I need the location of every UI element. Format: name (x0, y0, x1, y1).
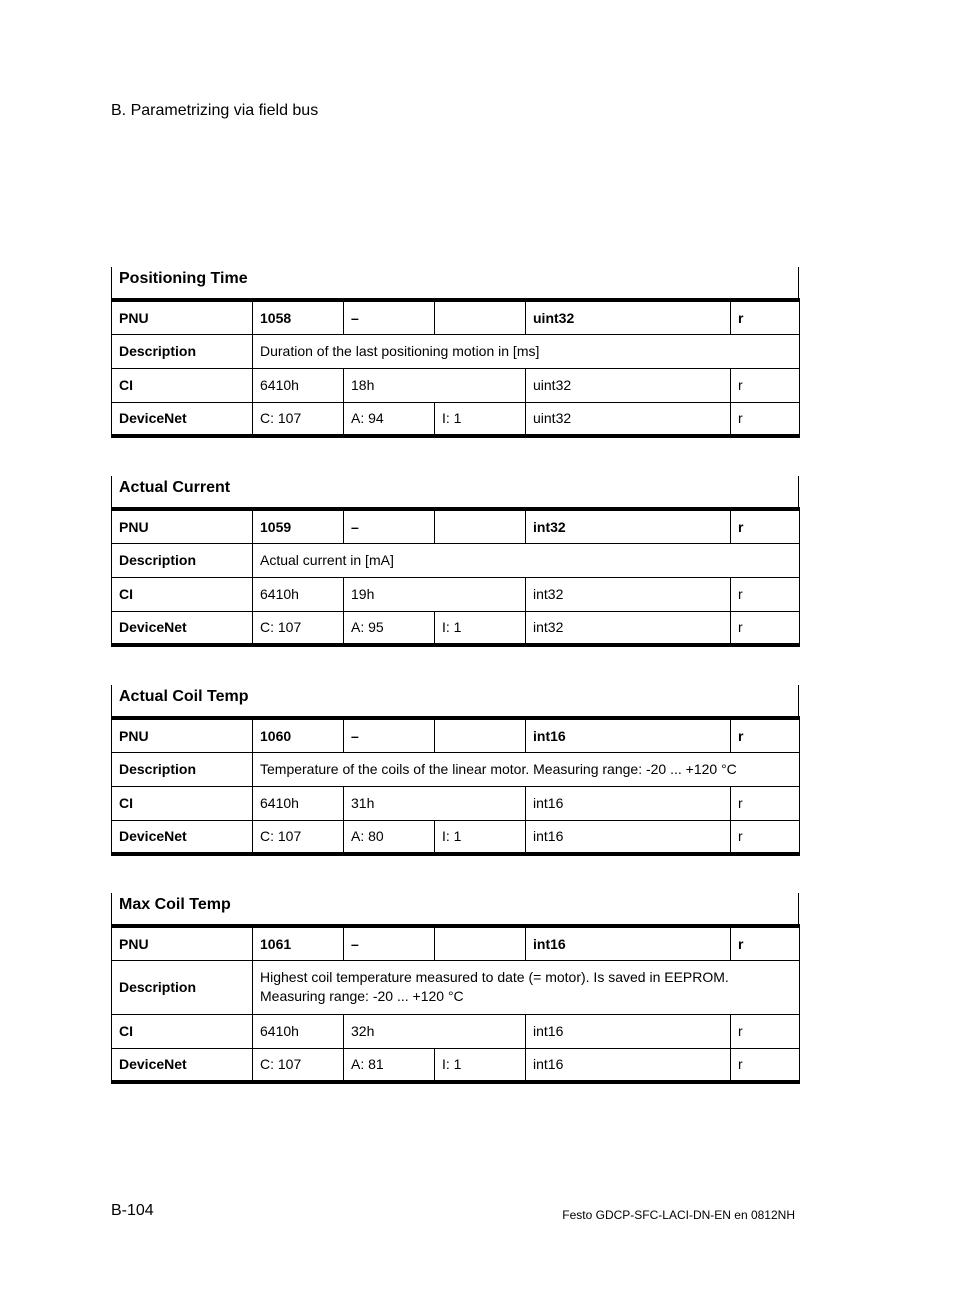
pnu-blank (435, 509, 526, 543)
devicenet-instance: I: 1 (435, 402, 526, 436)
description-text (253, 960, 800, 1014)
pnu-subindex: – (344, 926, 435, 960)
description-line-2: Measuring range: -20 ... +120 °C (260, 988, 464, 1004)
ci-label: CI (112, 1014, 253, 1048)
devicenet-class: C: 107 (253, 820, 344, 854)
pnu-label: PNU (112, 926, 253, 960)
pnu-blank (435, 300, 526, 334)
pnu-row (112, 718, 800, 752)
ci-type: int16 (526, 786, 731, 820)
pnu-type: uint32 (526, 300, 731, 334)
description-text: Temperature of the coils of the linear motor. Measuring range: -20 ... +120 °C (253, 752, 800, 786)
pnu-label: PNU (112, 718, 253, 752)
ci-type: int32 (526, 577, 731, 611)
ci-index: 6410h (253, 786, 344, 820)
parameter-block-max-coil-temp (111, 893, 799, 1084)
description-row (112, 960, 800, 1014)
ci-subindex: 18h (344, 368, 526, 402)
devicenet-instance: I: 1 (435, 1048, 526, 1082)
parameter-title: Positioning Time (111, 267, 799, 298)
description-row (112, 334, 800, 368)
devicenet-attribute: A: 95 (344, 611, 435, 645)
ci-access: r (731, 786, 800, 820)
devicenet-type: int16 (526, 820, 731, 854)
description-text: Actual current in [mA] (253, 543, 800, 577)
ci-label: CI (112, 786, 253, 820)
pnu-subindex: – (344, 509, 435, 543)
ci-index: 6410h (253, 1014, 344, 1048)
description-line-1: Highest coil temperature measured to date (= motor). Is saved in EEPROM. (260, 969, 729, 985)
parameter-title: Max Coil Temp (111, 893, 799, 924)
description-label: Description (112, 543, 253, 577)
devicenet-attribute: A: 81 (344, 1048, 435, 1082)
pnu-type: int32 (526, 509, 731, 543)
pnu-number: 1060 (253, 718, 344, 752)
description-label: Description (112, 334, 253, 368)
ci-type: uint32 (526, 368, 731, 402)
ci-row (112, 577, 800, 611)
ci-row (112, 1014, 800, 1048)
pnu-access: r (731, 300, 800, 334)
ci-label: CI (112, 577, 253, 611)
devicenet-access: r (731, 820, 800, 854)
pnu-type: int16 (526, 926, 731, 960)
ci-row (112, 786, 800, 820)
pnu-subindex: – (344, 718, 435, 752)
devicenet-access: r (731, 402, 800, 436)
parameter-block-actual-coil-temp (111, 685, 799, 856)
ci-subindex: 32h (344, 1014, 526, 1048)
pnu-access: r (731, 509, 800, 543)
devicenet-instance: I: 1 (435, 611, 526, 645)
pnu-access: r (731, 926, 800, 960)
parameter-title: Actual Coil Temp (111, 685, 799, 716)
page-number: B-104 (111, 1202, 154, 1219)
devicenet-label: DeviceNet (112, 1048, 253, 1082)
devicenet-label: DeviceNet (112, 611, 253, 645)
devicenet-type: int16 (526, 1048, 731, 1082)
description-row (112, 752, 800, 786)
pnu-number: 1059 (253, 509, 344, 543)
parameter-block-actual-current (111, 476, 799, 647)
pnu-label: PNU (112, 300, 253, 334)
pnu-number: 1061 (253, 926, 344, 960)
devicenet-row (112, 611, 800, 645)
ci-label: CI (112, 368, 253, 402)
description-text: Duration of the last positioning motion in [ms] (253, 334, 800, 368)
devicenet-instance: I: 1 (435, 820, 526, 854)
pnu-subindex: – (344, 300, 435, 334)
parameter-block-positioning-time (111, 267, 799, 438)
parameter-table (111, 716, 800, 856)
parameter-table (111, 298, 800, 438)
pnu-blank (435, 718, 526, 752)
section-header: B. Parametrizing via field bus (111, 102, 319, 119)
ci-access: r (731, 368, 800, 402)
devicenet-attribute: A: 80 (344, 820, 435, 854)
parameter-table (111, 924, 800, 1084)
devicenet-row (112, 402, 800, 436)
ci-access: r (731, 577, 800, 611)
ci-access: r (731, 1014, 800, 1048)
devicenet-class: C: 107 (253, 402, 344, 436)
pnu-row (112, 926, 800, 960)
pnu-row (112, 300, 800, 334)
devicenet-type: int32 (526, 611, 731, 645)
ci-index: 6410h (253, 368, 344, 402)
ci-type: int16 (526, 1014, 731, 1048)
devicenet-class: C: 107 (253, 611, 344, 645)
pnu-number: 1058 (253, 300, 344, 334)
pnu-row (112, 509, 800, 543)
description-row (112, 543, 800, 577)
ci-subindex: 31h (344, 786, 526, 820)
description-label: Description (112, 960, 253, 1014)
parameter-title: Actual Current (111, 476, 799, 507)
devicenet-type: uint32 (526, 402, 731, 436)
devicenet-row (112, 1048, 800, 1082)
devicenet-attribute: A: 94 (344, 402, 435, 436)
devicenet-class: C: 107 (253, 1048, 344, 1082)
devicenet-label: DeviceNet (112, 820, 253, 854)
document-id: Festo GDCP-SFC-LACI-DN-EN en 0812NH (562, 1208, 795, 1222)
description-label: Description (112, 752, 253, 786)
devicenet-label: DeviceNet (112, 402, 253, 436)
devicenet-access: r (731, 1048, 800, 1082)
pnu-blank (435, 926, 526, 960)
devicenet-row (112, 820, 800, 854)
pnu-access: r (731, 718, 800, 752)
ci-row (112, 368, 800, 402)
devicenet-access: r (731, 611, 800, 645)
ci-subindex: 19h (344, 577, 526, 611)
ci-index: 6410h (253, 577, 344, 611)
pnu-type: int16 (526, 718, 731, 752)
pnu-label: PNU (112, 509, 253, 543)
parameter-table (111, 507, 800, 647)
